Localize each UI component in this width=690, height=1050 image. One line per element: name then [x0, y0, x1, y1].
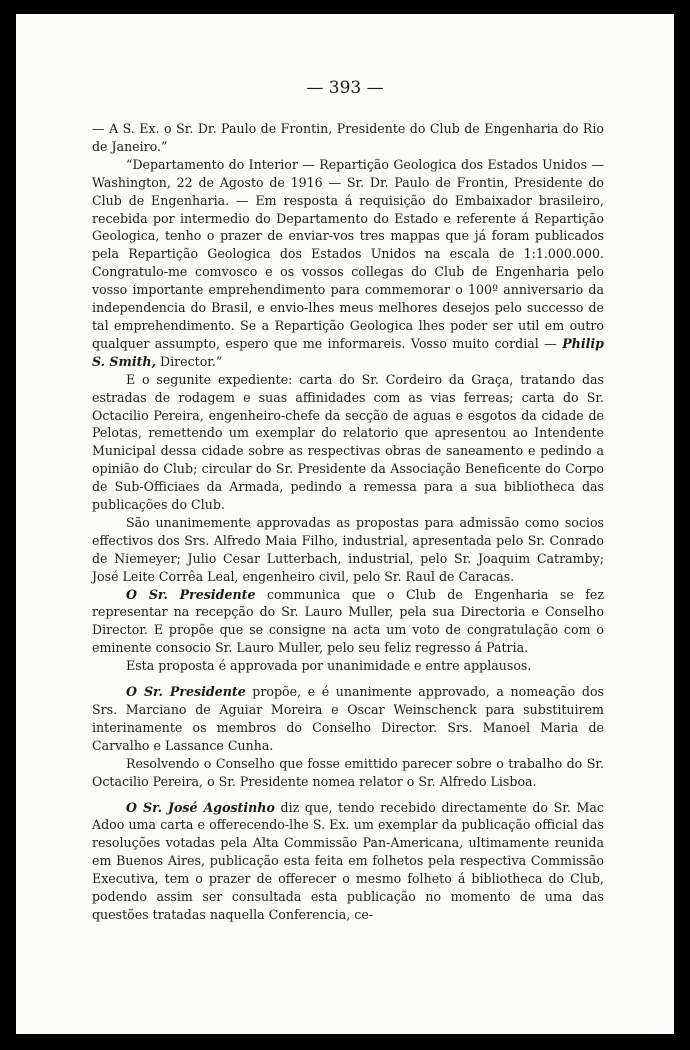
body-text — [92, 120, 604, 924]
paragraph-text: São unanimemente approvadas as propostas para admissão como socios effectivos dos Srs. Alfredo Maia Filho, industrial, apresentada pelo Sr. Conrado de Niemeyer; Julio Cesar Lutterbach, industrial, pelo Sr. Joaquim Catramby; José Leite Corrêa Leal, engenheiro civil, pelo Sr. Raul de Caracas. — [92, 514, 604, 584]
paragraph-letter-intro — [92, 120, 604, 156]
paragraph-letter-body — [92, 156, 604, 371]
paragraph-agostinho — [92, 799, 604, 924]
paragraph-text: E o segunite expediente: carta do Sr. Cordeiro da Graça, tratando das estradas de rodagem e suas affinidades com as vias ferreas; carta do Sr. Octacilio Pereira, engenheiro-chefe da secção de aguas e esgotos da cidade de Pelotas, remettendo um exemplar do relatorio que apresentou ao Intendente Municipal dessa cidade sobre as respectivas obras de saneamento e pedindo a opinião do Club; circular do Sr. Presidente da Associação Beneficente do Corpo de Sub-Officiaes da Armada, pedindo a remessa para a sua bibliotheca das publicações do Club. — [92, 371, 604, 513]
emphasis-text: O Sr. Presidente — [126, 586, 256, 602]
page-number: — 393 — — [306, 78, 384, 98]
paragraph-nomeacao — [92, 683, 604, 755]
paragraph-text: Resolvendo o Conselho que fosse emittido parecer sobre o trabalho do Sr. Octacilio Pereira, o Sr. Presidente nomea relator o Sr. Alfredo Lisboa. — [92, 755, 604, 789]
paragraph-propostas — [92, 514, 604, 586]
paragraph-text: propõe, e é unanimente approvado, a nomeação dos Srs. Marciano de Aguiar Moreira e Oscar Weinschenck para substituirem interinamente os membros do Conselho Director. Srs. Manoel Maria de Carvalho e Lassance Cunha. — [92, 684, 604, 753]
emphasis-text: O Sr. José Agostinho — [126, 799, 275, 815]
paragraph-text: communica que o Club de Engenharia se fez representar na recepção do Sr. Lauro Muller, pela sua Directoria e Conselho Director. E propõe que se consigne na acta um voto de congratulação com o eminente consocio Sr. Lauro Muller, pelo seu feliz regresso á Patria. — [92, 586, 605, 656]
document-page — [16, 14, 674, 1034]
paragraph-text: — A S. Ex. o Sr. Dr. Paulo de Frontin, Presidente do Club de Engenharia do Rio de Janeiro.” — [92, 121, 604, 154]
emphasis-text: O Sr. Presidente — [126, 684, 246, 700]
paragraph-text: “Departamento do Interior — Repartição Geologica dos Estados Unidos — Washington, 22 de Agosto de 1916 — Sr. Dr. Paulo de Frontin, Presidente do Club de Engenharia. — Em resposta á requisição do Embaixador brasileiro, recebida por intermedio do Departamento do Estado e referente á Repartição Geologica, tenho o prazer de enviar-vos tres mappas que já foram publicados pela Repartição Geologica dos Estados Unidos na escala de 1:1.000.000. Congratulo-me comvosco e os vossos collegas do Club de Engenharia pelo vosso importante emprehendimento para commemorar o 100º anniversario da independencia do Brasil, e envio-lhes meus melhores desejos pelo successo de tal emprehendimento. Se a Repartição Geologica lhes poder ser util em outro qualquer assumpto, espero que me informareis. Vosso muito cordial — — [92, 156, 604, 351]
paragraph-approvada — [92, 657, 604, 675]
paragraph-text: Esta proposta é approvada por unanimidade e entre applausos. — [126, 658, 532, 674]
paragraph-text: diz que, tendo recebido directamente do Sr. Mac Adoo uma carta e offerecendo-lhe S. Ex. um exemplar da publicação official das resoluções votadas pela Alta Commissão Pan-Americana, ultimamente reunida em Buenos Aires, publicação esta feita em folhetos pela respectiva Commissão Executiva, tem o prazer de offerecer o mesmo folheto á bibliotheca do Club, podendo assim ser consultada esta publicação no momento de uma das questões tratadas naquella Conferencia, ce- — [92, 799, 604, 922]
paragraph-communica — [92, 586, 604, 658]
paragraph-text: Director.” — [155, 353, 223, 369]
paragraph-expediente — [92, 371, 604, 514]
emphasis-text: Philip S. Smith, — [92, 335, 604, 369]
paragraph-relator — [92, 755, 604, 791]
